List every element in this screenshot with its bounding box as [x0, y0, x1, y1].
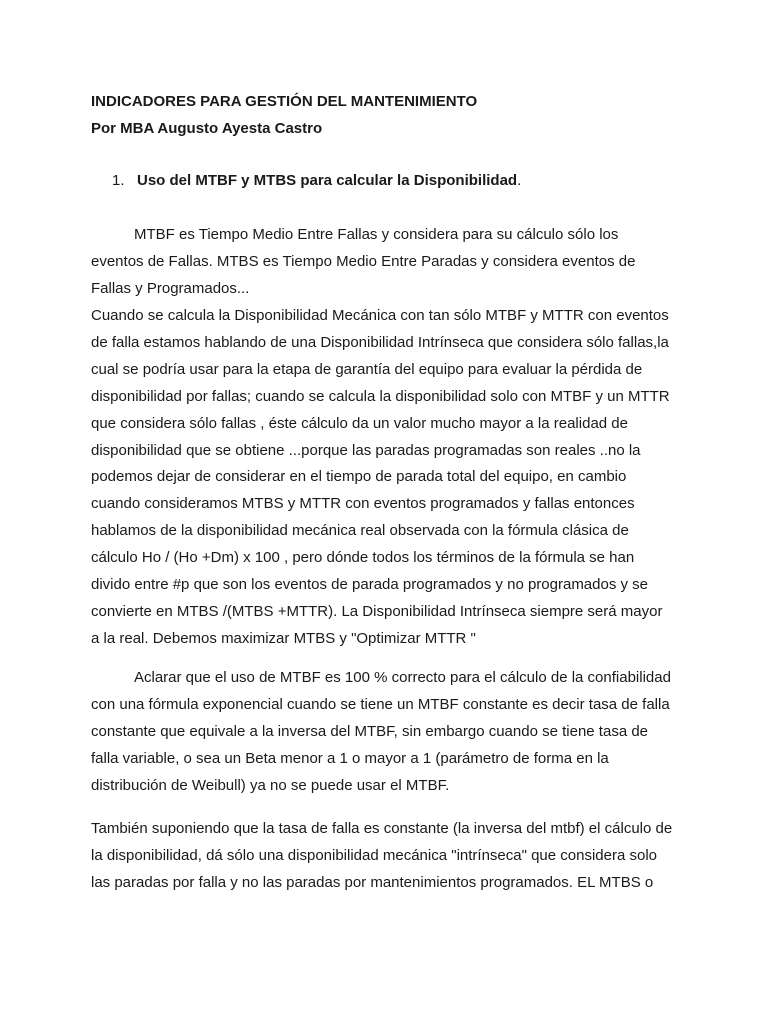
paragraph-line: cálculo Ho / (Ho +Dm) x 100 , pero dónde todos los términos de la fórmula se han: [91, 549, 635, 567]
paragraph-line: cual se podría usar para la etapa de garantía del equipo para evaluar la pérdida de: [91, 360, 643, 378]
paragraph-line: convierte en MTBS /(MTBS +MTTR). La Disponibilidad Intrínseca siempre será mayor: [91, 602, 663, 620]
paragraph-line: Cuando se calcula la Disponibilidad Mecánica con tan sólo MTBF y MTTR con eventos: [91, 307, 669, 324]
section-heading-text: Uso del MTBF y MTBS para calcular la Disponibilidad: [137, 172, 518, 189]
paragraph-line: constante que equivale a la inversa del MTBF, sin embargo cuando se tiene tasa de: [91, 722, 649, 740]
paragraph-line: cuando consideramos MTBS y MTTR con eventos programados y fallas entonces: [91, 495, 635, 513]
paragraph-line: MTBF es Tiempo Medio Entre Fallas y considera para su cálculo sólo los: [134, 226, 619, 243]
paragraph-line: falla variable, o sea un Beta menor a 1 o mayor a 1 (parámetro de forma en la: [91, 749, 609, 767]
paragraph-line: disponibilidad que se obtiene ...porque las paradas programadas son reales ..no la: [91, 441, 641, 459]
section-heading: [112, 172, 521, 190]
paragraph-line: hablamos de la disponibilidad mecánica real observada con la fórmula clásica de: [91, 522, 629, 540]
paragraph-line: eventos de Fallas. MTBS es Tiempo Medio Entre Paradas y considera eventos de: [91, 252, 636, 270]
paragraph-2: [91, 303, 691, 653]
paragraph-3: [91, 665, 691, 800]
paragraph-line: las paradas por falla y no las paradas por mantenimientos programados. EL MTBS o: [91, 873, 654, 891]
paragraph-line: que considera sólo fallas , éste cálculo da un valor mucho mayor a la realidad de: [91, 414, 628, 432]
paragraph-line: la disponibilidad, dá sólo una disponibilidad mecánica "intrínseca" que considera solo: [91, 846, 658, 864]
paragraph-line: Fallas y Programados...: [91, 279, 250, 297]
paragraph-1: [91, 222, 691, 303]
paragraph-line: También suponiendo que la tasa de falla es constante (la inversa del mtbf) el cálculo de: [91, 820, 673, 837]
document-title: INDICADORES PARA GESTIÓN DEL MANTENIMIENTO: [91, 93, 478, 110]
paragraph-line: con una fórmula exponencial cuando se tiene un MTBF constante es decir tasa de falla: [91, 695, 670, 713]
paragraph-4: [91, 816, 691, 897]
paragraph-line: de falla estamos hablando de una Disponibilidad Intrínseca que considera sólo fallas,la: [91, 333, 669, 351]
paragraph-line: podemos dejar de considerar en el tiempo de parada total del equipo, en cambio: [91, 468, 627, 486]
paragraph-line: Aclarar que el uso de MTBF es 100 % correcto para el cálculo de la confiabilidad: [134, 669, 671, 686]
document-author: Por MBA Augusto Ayesta Castro: [91, 120, 323, 137]
paragraph-line: a la real. Debemos maximizar MTBS y "Optimizar MTTR ": [91, 629, 476, 647]
paragraph-line: disponibilidad por fallas; cuando se calcula la disponibilidad solo con MTBF y un MTTR: [91, 387, 670, 405]
paragraph-line: distribución de Weibull) ya no se puede usar el MTBF.: [91, 776, 450, 794]
section-heading-suffix: .: [517, 172, 522, 189]
paragraph-line: divido entre #p que son los eventos de parada programados y no programados y se: [91, 576, 649, 594]
section-number: 1.: [112, 172, 125, 189]
